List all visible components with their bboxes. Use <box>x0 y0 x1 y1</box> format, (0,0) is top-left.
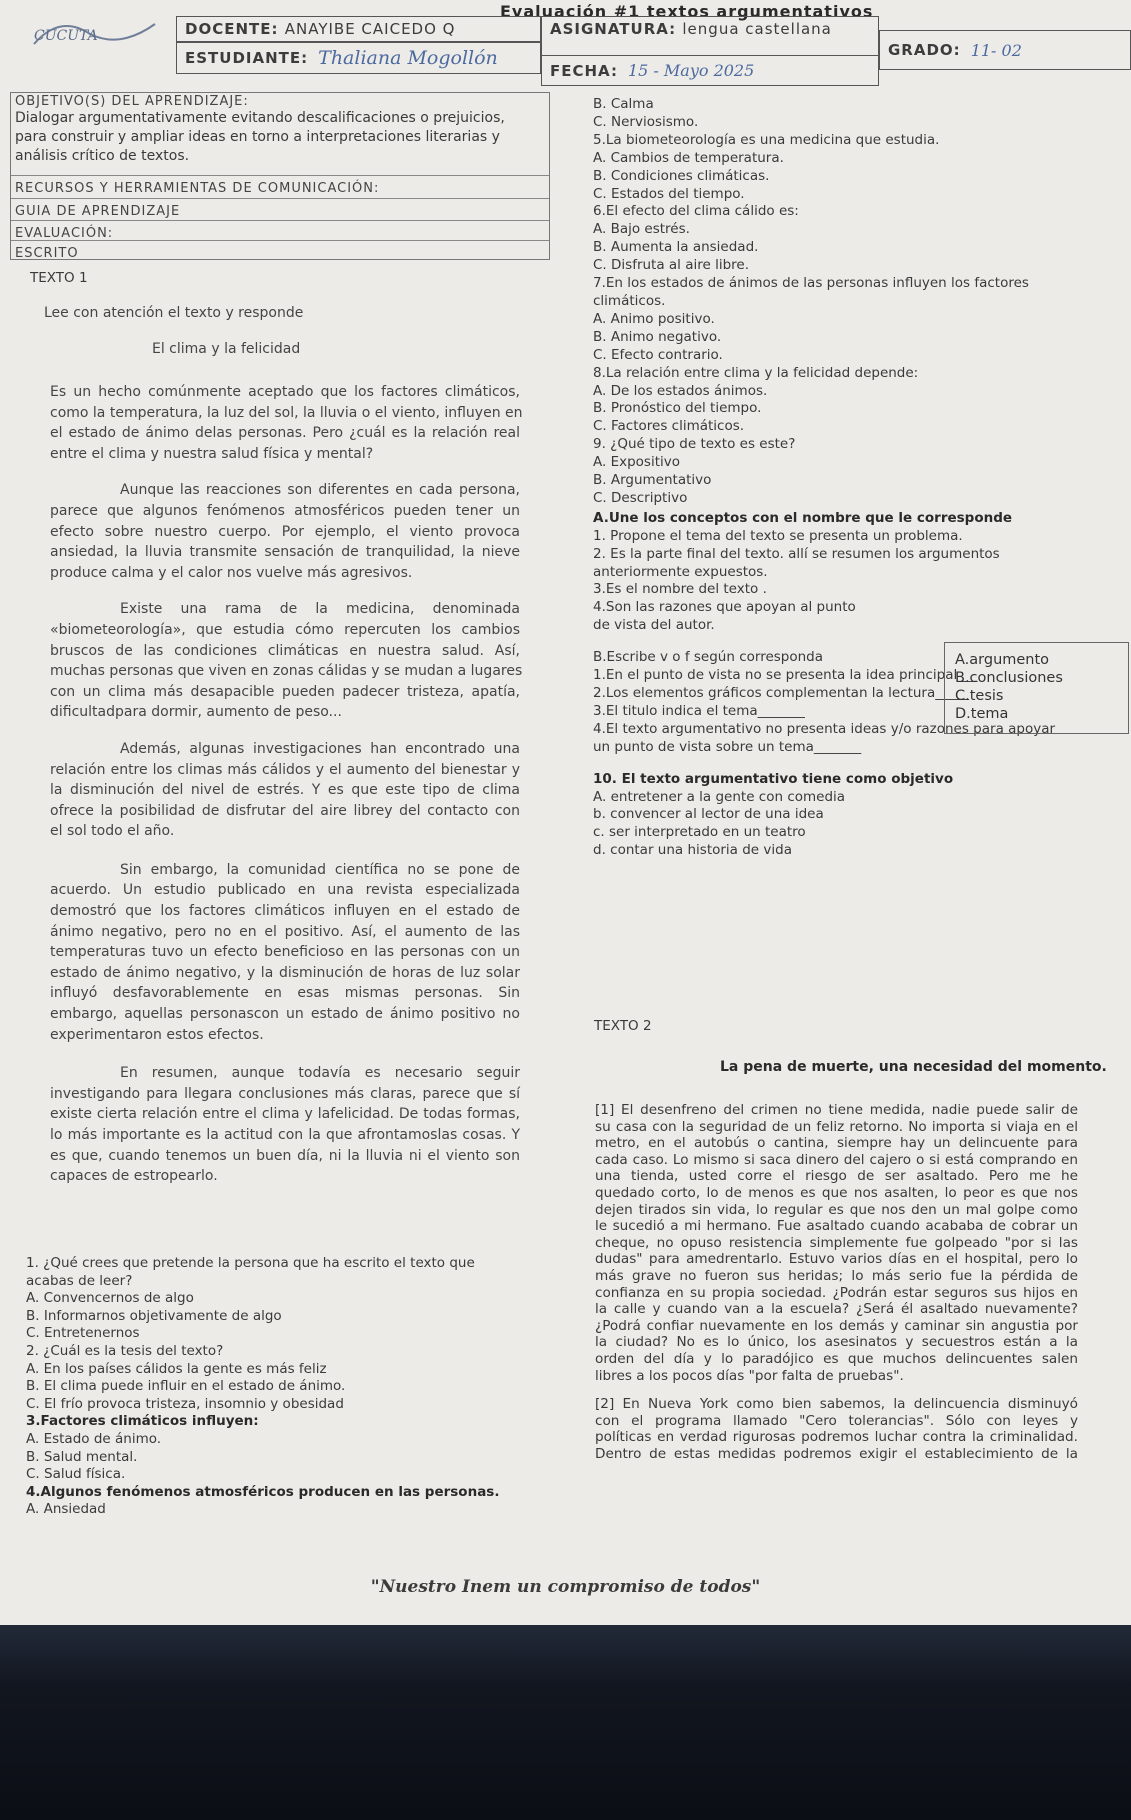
def-item: B.conclusiones <box>955 670 1063 686</box>
text1-body <box>50 382 523 1187</box>
answer-option: b. convencer al lector de una idea <box>593 806 824 823</box>
text2-line: una tienda, usted corre el riesgo de ser asaltado. Pero me he <box>595 1168 1078 1185</box>
true-false-item: 3.El titulo indica el tema_______ <box>593 702 805 719</box>
resources-label-row <box>11 175 549 199</box>
text2-title: La pena de muerte, una necesidad del momento. <box>720 1059 1107 1075</box>
text1-line: ánimo negativo, pero no en el positivo. Así, el aumento de las <box>50 923 520 940</box>
text1-line: embargo, aquellas personascon un estado de ánimo positivo no <box>50 1006 520 1023</box>
objective-label: OBJETIVO(S) DEL APRENDIZAJE: <box>15 94 249 109</box>
eval-value-row <box>11 241 549 261</box>
docente-label: DOCENTE: <box>185 20 279 38</box>
def-item: D.tema <box>955 706 1009 722</box>
question-text: 10. El texto argumentativo tiene como objetivo <box>593 770 954 787</box>
objective-text-2: para construir y ampliar ideas en torno a interpretaciones literarias y <box>15 129 500 145</box>
school-logo <box>30 4 160 54</box>
text2-line: la calle y cuando van a la escuela? ¿Será él asaltado nuevamente? <box>595 1301 1078 1318</box>
question-text: 1. ¿Qué crees que pretende la persona que ha escrito el texto que <box>26 1255 475 1271</box>
text1-line: el estado de ánimo delas personas. Pero ¿cuál es la relación real <box>50 425 520 442</box>
text1-line: la disminución del nivel de estrés. Y es que este tipo de clima <box>50 782 520 799</box>
answer-option: A. Expositivo <box>593 454 681 471</box>
matching-item: 2. Es la parte final del texto. allí se resumen los argumentos <box>593 545 1000 562</box>
fecha-value: 15 - Mayo 2025 <box>627 61 755 80</box>
text1-line: produce calma y el calor nos vuelve más agresivos. <box>50 564 413 581</box>
background-surface <box>0 1625 1131 1820</box>
answer-option: A. entretener a la gente con comedia <box>593 788 846 805</box>
school-motto: "Nuestro Inem un compromiso de todos" <box>370 1577 761 1597</box>
question-text: 4.Algunos fenómenos atmosféricos producen en las personas. <box>26 1483 500 1500</box>
text1-line: En resumen, aunque todavía es necesario seguir <box>120 1065 520 1082</box>
text2-line: Dentro de estas medidas podremos exigir el establecimiento de la <box>595 1445 1078 1462</box>
matching-item: 1. Propone el tema del texto se presenta un problema. <box>593 527 963 544</box>
question-text: 8.La relación entre clima y la felicidad depende: <box>593 364 919 381</box>
true-false-item: un punto de vista sobre un tema_______ <box>593 738 862 755</box>
text1-line: relación entre los climas más cálidos y el aumento del bienestar y <box>50 761 520 778</box>
text1-line: Aunque las reacciones son diferentes en cada persona, <box>120 482 520 499</box>
text2-body <box>595 1102 1078 1462</box>
question-text: climáticos. <box>593 292 666 309</box>
matching-item: 4.Son las razones que apoyan al punto <box>593 599 856 616</box>
text1-line: Existe una rama de la medicina, denominada <box>120 601 520 618</box>
answer-option: A. Cambios de temperatura. <box>593 149 784 166</box>
section-heading: B.Escribe v o f según corresponda <box>593 649 824 666</box>
answer-option: A. De los estados ánimos. <box>593 382 768 399</box>
answer-option: A. Bajo estrés. <box>593 221 690 238</box>
text2-line: su casa con la seguridad de un feliz retorno. No importa si viaja en el <box>595 1118 1078 1135</box>
docente-value: ANAYIBE CAICEDO Q <box>284 20 456 38</box>
text2-line: cheque, no opuso resistencia simplemente fue golpeado "por si las <box>595 1234 1078 1251</box>
matching-item: 3.Es el nombre del texto . <box>593 581 767 598</box>
answer-option: B. Argumentativo <box>593 472 712 489</box>
text1-line: Además, algunas investigaciones han encontrado una <box>120 740 520 757</box>
answer-option: B. Informarnos objetivamente de algo <box>26 1307 282 1324</box>
text2-line: políticas en verdad rigurosas podremos luchar contra la criminalidad. <box>595 1429 1078 1446</box>
asignatura-label: ASIGNATURA: <box>550 20 677 38</box>
answer-option: A. Ansiedad <box>26 1501 106 1518</box>
exam-header <box>0 0 1131 92</box>
definitions-box <box>944 642 1129 734</box>
question-text: acabas de leer? <box>26 1272 133 1289</box>
matching-item: de vista del autor. <box>593 617 715 634</box>
text2-line: le sucedió a mi hermano. Fue asaltado cuando acababa de cobrar un <box>595 1218 1078 1235</box>
question-text: 9. ¿Qué tipo de texto es este? <box>593 436 796 453</box>
true-false-item: 2.Los elementos gráficos complementan la lectura_____ <box>593 685 970 701</box>
objective-text-3: análisis crítico de textos. <box>15 148 190 164</box>
logo-text: CUCUTA <box>34 28 98 44</box>
text2-label: TEXTO 2 <box>594 1018 652 1034</box>
text1-line: estado de ánimo negativo, y la disminución de horas de luz solar <box>50 964 520 981</box>
eval-label: EVALUACIÓN: <box>15 226 114 241</box>
section-heading: A.Une los conceptos con el nombre que le corresponde <box>593 509 1013 526</box>
text2-line: cada caso. Lo mismo si saca dinero del cajero o si está comprando en <box>595 1151 1078 1168</box>
text1-line: «biometeorología», que estudia cómo repercuten los cambios <box>50 621 520 638</box>
resources-value-row <box>11 199 549 221</box>
text2-line: [2] En Nueva York como bien sabemos, la delincuencia disminuyó <box>595 1396 1078 1413</box>
answer-option: C. Estados del tiempo. <box>593 185 745 202</box>
answer-option: B. Salud mental. <box>26 1448 138 1465</box>
text1-line: experimentaron estos efectos. <box>50 1026 264 1043</box>
text1-line: el sol todo el año. <box>50 823 175 840</box>
text1-line: acuerdo. Un estudio publicado en una revista especializada <box>50 882 520 899</box>
answer-option: C. Descriptivo <box>593 489 688 506</box>
text1-line: dificultadpara dormir, aumento de peso... <box>50 704 342 721</box>
text1-title: El clima y la felicidad <box>152 341 301 357</box>
estudiante-cell <box>176 42 541 74</box>
grado-label: GRADO: <box>888 41 961 59</box>
text2-line: con el programa llamado "Cero tolerancias". Sólo con leyes y <box>595 1412 1078 1429</box>
answer-option: B. Aumenta la ansiedad. <box>593 239 759 256</box>
answer-option: A. En los países cálidos la gente es más feliz <box>26 1360 327 1377</box>
objectives-box <box>10 92 550 260</box>
def-item: C.tesis <box>955 688 1004 704</box>
text2-line: dejen tirados sin vida, lo regular es que nos den un mal golpe como <box>595 1201 1078 1218</box>
grado-value: 11- 02 <box>970 40 1022 60</box>
text1-line: influyó desfavorablemente en esas mismas personas. Sin <box>50 985 520 1002</box>
text1-line: lo más importante es la actitud con la que afrontamoslas cosas. Y <box>50 1127 520 1143</box>
resources-value: GUIA DE APRENDIZAJE <box>15 204 181 219</box>
text1-line: ofrece la posibilidad de disfrutar del aire librey del contacto con <box>50 802 520 819</box>
answer-option: A. Estado de ánimo. <box>26 1430 162 1447</box>
text2-line: dudas" para amedrentarlo. Estuvo varios días en el hospital, pero lo <box>595 1251 1078 1268</box>
question-text: 6.El efecto del clima cálido es: <box>593 203 799 220</box>
resources-label: RECURSOS Y HERRAMIENTAS DE COMUNICACIÓN: <box>15 181 380 196</box>
text2-line: la ciudad? No es lo único, los asesinatos y secuestros están a la <box>595 1334 1078 1351</box>
text1-line: entre el clima y nuestra salud física y mental? <box>50 445 374 462</box>
answer-option: B. El clima puede influir en el estado de ánimo. <box>26 1378 346 1395</box>
answer-option: C. El frío provoca tristeza, insomnio y obesidad <box>26 1395 344 1412</box>
asignatura-cell <box>541 16 879 56</box>
answer-option: C. Entretenernos <box>26 1325 140 1342</box>
answer-option: d. contar una historia de vida <box>593 842 792 859</box>
question-text: 3.Factores climáticos influyen: <box>26 1413 259 1430</box>
grado-cell <box>879 30 1131 70</box>
text1-line: muchas personas que viven en zonas cálidas y se mudan a lugares <box>50 663 523 680</box>
answer-option: C. Salud física. <box>26 1466 126 1483</box>
questions-left <box>26 1255 546 1519</box>
text1-instruction: Lee con atención el texto y responde <box>44 305 304 321</box>
estudiante-label: ESTUDIANTE: <box>185 49 309 67</box>
text1-line: es que, cuando tenemos un buen día, ni la lluvia ni el viento son <box>50 1147 520 1164</box>
text1-line: con un clima más desapacible pueden padecer tristeza, apatía, <box>50 683 520 700</box>
text2-line: quedado corto, lo de menos es que nos asalten, lo peor es que nos <box>595 1184 1078 1201</box>
exam-title: Evaluación #1 textos argumentativos <box>500 2 874 21</box>
answer-option: A. Convencernos de algo <box>26 1290 194 1307</box>
def-item: A.argumento <box>955 652 1050 668</box>
text1-label: TEXTO 1 <box>30 270 88 286</box>
text2-line: [1] El desenfreno del crimen no tiene medida, nadie puede salir de <box>595 1102 1078 1118</box>
text1-line: demostró que los factores climáticos influyen en el estado de <box>50 903 520 920</box>
answer-option: B. Calma <box>593 96 654 112</box>
answer-option: C. Nerviosismo. <box>593 113 699 130</box>
text2-line: orden del día y lo paradójico es que muchos delincuentes salen <box>595 1350 1078 1367</box>
objective-text-1: Dialogar argumentativamente evitando descalificaciones o prejuicios, <box>15 110 505 126</box>
text1-line: bruscos de las condiciones climáticas en nuestra salud. Así, <box>50 642 520 659</box>
text1-line: capaces de estropearlo. <box>50 1168 218 1185</box>
estudiante-value: Thaliana Mogollón <box>318 47 498 69</box>
text2-line: ¿Podrá confiar nuevamente en los demás y caminar sin angustia por <box>595 1317 1078 1334</box>
text2-line: confianza en su propia sociedad. ¿Podrán estar seguros sus hijos en <box>595 1284 1078 1301</box>
text1-line: ansiedad, la lluvia transmite sensación de tranquilidad, la nieve <box>50 544 520 561</box>
text1-line: investigando para llegara conclusiones más claras, parece que sí <box>50 1085 520 1102</box>
text1-line: parece que algunos fenómenos atmosféricos pueden tener un <box>50 502 520 519</box>
eval-label-row <box>11 221 549 241</box>
answer-option: A. Animo positivo. <box>593 310 715 327</box>
fecha-label: FECHA: <box>550 61 618 80</box>
questions-right <box>593 96 1123 860</box>
text1-line: Es un hecho comúnmente aceptado que los factores climáticos, <box>50 384 520 400</box>
answer-option: C. Disfruta al aire libre. <box>593 257 750 274</box>
answer-option: B. Animo negativo. <box>593 328 722 345</box>
fecha-cell <box>541 56 879 86</box>
matching-item: anteriormente expuestos. <box>593 563 768 580</box>
answer-option: C. Factores climáticos. <box>593 418 745 435</box>
asignatura-value: lengua castellana <box>682 20 832 38</box>
question-text: 2. ¿Cuál es la tesis del texto? <box>26 1342 224 1359</box>
question-text: 7.En los estados de ánimos de las personas influyen los factores <box>593 275 1029 292</box>
true-false-item: 1.En el punto de vista no se presenta la idea principal___ <box>593 667 978 684</box>
answer-option: c. ser interpretado en un teatro <box>593 824 806 841</box>
answer-option: B. Pronóstico del tiempo. <box>593 400 762 417</box>
text2-line: libres a los pocos días "por falta de pruebas". <box>595 1367 904 1384</box>
text1-line: Sin embargo, la comunidad científica no se pone de <box>120 861 520 878</box>
answer-option: B. Condiciones climáticas. <box>593 167 770 184</box>
text1-line: efecto sobre nuestro cuerpo. Por ejemplo, el viento provoca <box>50 523 520 540</box>
docente-cell <box>176 16 541 42</box>
text1-line: existe cierta relación entre el clima y lafelicidad. De todas formas, <box>50 1106 520 1123</box>
objective-row <box>11 93 549 188</box>
text2-line: metro, en el autobús o cantina, siempre hay un delincuente para <box>595 1135 1078 1152</box>
text1-line: temperaturas tuvo un efecto beneficioso en las personas con un <box>50 944 520 961</box>
question-text: 5.La biometeorología es una medicina que estudia. <box>593 131 940 148</box>
text2-line: más grave no fueron sus heridas; lo más serio fue la pérdida de <box>595 1267 1078 1284</box>
text1-line: como la temperatura, la luz del sol, la lluvia o el viento, influyen en <box>50 404 523 421</box>
answer-option: C. Efecto contrario. <box>593 346 723 363</box>
eval-value: ESCRITO <box>15 246 79 261</box>
true-false-item: 4.El texto argumentativo no presenta ideas y/o razones para apoyar <box>593 720 1056 737</box>
